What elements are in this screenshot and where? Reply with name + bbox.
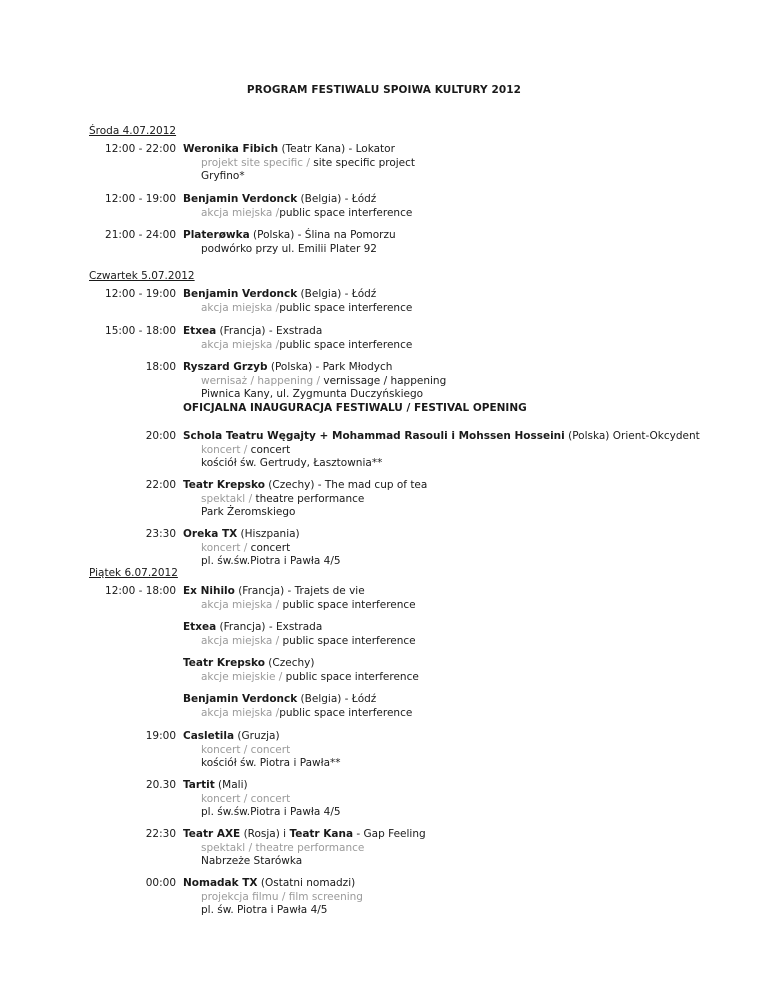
event-type-en: public space interference xyxy=(279,301,413,314)
event-place: Piwnica Kany, ul. Zygmunta Duczyńskiego xyxy=(201,388,424,400)
event-place: pl. św. Piotra i Pawła 4/5 xyxy=(201,904,328,916)
performer-name: Teatr Krepsko xyxy=(183,479,265,491)
event-entry xyxy=(183,621,416,648)
event-entry xyxy=(183,779,341,820)
event-time: 22:30 xyxy=(145,828,176,840)
performer-name: Casletila xyxy=(183,730,235,742)
performer-name-2: Teatr Kana xyxy=(289,828,354,840)
event-time: 23:30 xyxy=(145,528,176,540)
event-time: 19:00 xyxy=(145,730,176,742)
event-type-en: public space interference xyxy=(279,706,413,719)
performer-name: Teatr AXE xyxy=(183,828,241,840)
event-type-en: vernissage / happening xyxy=(323,374,447,387)
event-time: 20.30 xyxy=(145,779,176,791)
performer-name: Schola Teatru Węgajty + Mohammad Rasouli i Mohssen Hosseini xyxy=(183,430,565,442)
event-entry xyxy=(183,361,527,415)
performer-name: Benjamin Verdonck xyxy=(183,693,298,705)
event-entry xyxy=(183,479,427,520)
performer-name: Teatr Krepsko xyxy=(183,657,265,669)
event-type-en: theatre performance xyxy=(255,492,365,505)
festival-opening-note: OFICJALNA INAUGURACJA FESTIWALU / FESTIVAL OPENING xyxy=(183,401,527,414)
event-entry xyxy=(183,229,396,256)
performer-name: Benjamin Verdonck xyxy=(183,288,298,300)
event-entry xyxy=(183,325,412,352)
event-type-pl: projekt site specific / xyxy=(201,156,314,169)
event-place: pl. św.św.Piotra i Pawła 4/5 xyxy=(201,806,341,818)
event-type-pl: akcja miejska / xyxy=(201,206,280,219)
event-entry xyxy=(183,143,415,184)
performer-name: Etxea xyxy=(183,325,217,337)
event-time: 21:00 - 24:00 xyxy=(105,229,176,241)
performer-origin: (Gruzja) xyxy=(234,730,280,742)
event-type-en: public space interference xyxy=(279,206,413,219)
event-time: 12:00 - 22:00 xyxy=(105,143,176,155)
event-type-pl: akcje miejskie / xyxy=(201,670,286,683)
event-type-en: public space interference xyxy=(279,338,413,351)
event-place: pl. św.św.Piotra i Pawła 4/5 xyxy=(201,555,341,567)
performer-name: Nomadak TX xyxy=(183,877,258,889)
event-place: Nabrzeże Starówka xyxy=(201,855,303,867)
performer-name: Platerøwka xyxy=(183,229,250,241)
performer-origin: (Polska) Orient-Okcydent xyxy=(564,430,700,442)
event-place: Gryfino* xyxy=(201,170,245,182)
event-time: 12:00 - 19:00 xyxy=(105,193,176,205)
performer-origin: (Belgia) - Łódź xyxy=(297,693,377,705)
performer-origin: (Polska) - Park Młodych xyxy=(267,361,393,373)
performer-origin: (Czechy) xyxy=(264,657,315,669)
performer-origin-2: - Gap Feeling xyxy=(353,828,426,840)
event-type-pl: akcja miejska / xyxy=(201,338,280,351)
event-type-en: public space interference xyxy=(282,598,416,611)
event-place: kościół św. Piotra i Pawła** xyxy=(201,757,341,769)
performer-origin: (Rosja) i xyxy=(240,828,290,840)
event-type-en: concert xyxy=(250,541,291,554)
day-heading: Czwartek 5.07.2012 xyxy=(89,270,195,282)
event-time: 22:00 xyxy=(145,479,176,491)
event-time: 00:00 xyxy=(145,877,176,889)
event-time: 18:00 xyxy=(145,361,176,373)
performer-origin: (Belgia) - Łódź xyxy=(297,288,377,300)
event-entry xyxy=(183,877,363,918)
event-type-en: concert xyxy=(250,443,291,456)
event-type-pl: koncert / xyxy=(201,541,251,554)
event-time: 15:00 - 18:00 xyxy=(105,325,176,337)
performer-origin: (Hiszpania) xyxy=(237,528,300,540)
event-type-en: site specific project xyxy=(313,156,416,169)
event-type: spektakl / theatre performance xyxy=(201,841,365,854)
performer-origin: (Mali) xyxy=(214,779,248,791)
event-type-pl: spektakl / xyxy=(201,492,256,505)
event-entry xyxy=(183,828,426,869)
event-entry xyxy=(183,693,412,720)
performer-origin: (Polska) - Ślina na Pomorzu xyxy=(249,229,396,241)
event-type-pl: akcja miejska / xyxy=(201,301,280,314)
performer-name: Oreka TX xyxy=(183,528,238,540)
event-place: kościół św. Gertrudy, Łasztownia** xyxy=(201,457,383,469)
performer-name: Etxea xyxy=(183,621,217,633)
event-type-en: public space interference xyxy=(282,634,416,647)
event-place: Park Żeromskiego xyxy=(201,506,296,518)
performer-origin: (Czechy) - The mad cup of tea xyxy=(264,479,428,491)
performer-origin: (Belgia) - Łódź xyxy=(297,193,377,205)
event-time: 20:00 xyxy=(145,430,176,442)
performer-name: Weronika Fibich xyxy=(183,143,279,155)
event-type-pl: wernisaż / happening / xyxy=(201,374,324,387)
performer-origin: (Teatr Kana) - Lokator xyxy=(278,143,395,155)
performer-origin: (Francja) - Trajets de vie xyxy=(234,585,365,597)
day-heading: Środa 4.07.2012 xyxy=(89,125,177,137)
event-type: koncert / concert xyxy=(201,792,291,805)
performer-name: Benjamin Verdonck xyxy=(183,193,298,205)
performer-name: Ryszard Grzyb xyxy=(183,361,268,373)
event-time: 12:00 - 19:00 xyxy=(105,288,176,300)
event-entry xyxy=(183,528,341,569)
event-entry xyxy=(183,288,412,315)
performer-origin: (Ostatni nomadzi) xyxy=(257,877,356,889)
performer-name: Ex Nihilo xyxy=(183,585,235,597)
event-time: 12:00 - 18:00 xyxy=(105,585,176,597)
event-type-pl: akcja miejska / xyxy=(201,706,280,719)
event-entry xyxy=(183,585,416,612)
event-entry xyxy=(183,430,700,471)
event-entry xyxy=(183,657,419,684)
event-entry xyxy=(183,193,412,220)
document-title: PROGRAM FESTIWALU SPOIWA KULTURY 2012 xyxy=(246,84,522,96)
performer-origin: (Francja) - Exstrada xyxy=(216,325,323,337)
event-type-pl: akcja miejska / xyxy=(201,634,283,647)
performer-name: Tartit xyxy=(183,779,215,791)
event-type-pl: koncert / xyxy=(201,443,251,456)
event-entry xyxy=(183,730,341,771)
event-type: projekcja filmu / film screening xyxy=(201,890,363,903)
event-type: koncert / concert xyxy=(201,743,291,756)
event-type-en: public space interference xyxy=(285,670,419,683)
day-heading: Piątek 6.07.2012 xyxy=(89,567,178,579)
performer-origin: (Francja) - Exstrada xyxy=(216,621,323,633)
event-type-pl: akcja miejska / xyxy=(201,598,283,611)
event-place: podwórko przy ul. Emilii Plater 92 xyxy=(201,242,377,255)
